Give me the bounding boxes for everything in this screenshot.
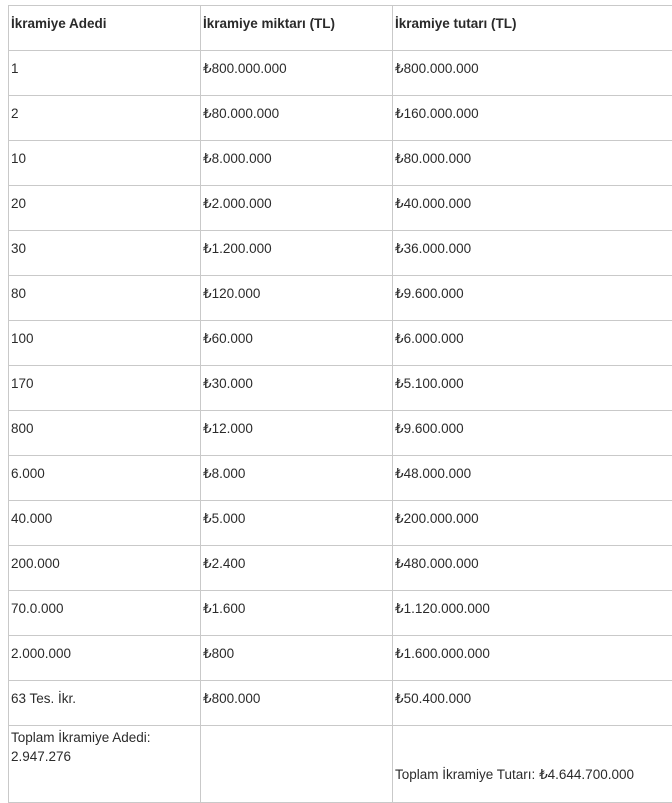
table-row: [9, 546, 672, 591]
table-row: [9, 411, 672, 456]
cell-total: ₺5.100.000: [393, 366, 672, 411]
cell-total: ₺40.000.000: [393, 186, 672, 231]
cell-amount: ₺1.200.000: [201, 231, 393, 276]
cell-amount: ₺8.000: [201, 456, 393, 501]
cell-total: ₺50.400.000: [393, 681, 672, 726]
cell-amount: ₺8.000.000: [201, 141, 393, 186]
cell-amount: ₺30.000: [201, 366, 393, 411]
prize-table: [8, 5, 672, 803]
cell-amount: ₺2.400: [201, 546, 393, 591]
cell-amount: ₺800: [201, 636, 393, 681]
table-row: [9, 636, 672, 681]
cell-amount: ₺800.000.000: [201, 51, 393, 96]
cell-total: ₺48.000.000: [393, 456, 672, 501]
cell-total: ₺800.000.000: [393, 51, 672, 96]
header-prize-amount: İkramiye miktarı (TL): [201, 6, 393, 51]
cell-total: ₺36.000.000: [393, 231, 672, 276]
totals-row: [9, 726, 672, 803]
cell-count: 10: [9, 141, 201, 186]
table-body: [9, 51, 672, 803]
table-row: [9, 186, 672, 231]
cell-total: ₺480.000.000: [393, 546, 672, 591]
cell-amount: ₺800.000: [201, 681, 393, 726]
header-prize-total: İkramiye tutarı (TL): [393, 6, 672, 51]
total-count-value: 2.947.276: [11, 749, 71, 764]
table-row: [9, 51, 672, 96]
total-amount-cell: [393, 726, 672, 803]
cell-amount: ₺2.000.000: [201, 186, 393, 231]
table-row: [9, 366, 672, 411]
cell-count: 170: [9, 366, 201, 411]
cell-count: 800: [9, 411, 201, 456]
total-count-cell: [9, 726, 201, 803]
cell-count: 2: [9, 96, 201, 141]
total-amount-label: Toplam İkramiye Tutarı:: [395, 767, 535, 782]
cell-count: 80: [9, 276, 201, 321]
table-row: [9, 456, 672, 501]
cell-amount: ₺12.000: [201, 411, 393, 456]
table-row: [9, 321, 672, 366]
cell-total: ₺9.600.000: [393, 411, 672, 456]
cell-total: ₺6.000.000: [393, 321, 672, 366]
cell-amount: ₺80.000.000: [201, 96, 393, 141]
header-prize-count: İkramiye Adedi: [9, 6, 201, 51]
table-row: [9, 231, 672, 276]
cell-amount: ₺1.600: [201, 591, 393, 636]
cell-total: ₺1.600.000.000: [393, 636, 672, 681]
cell-total: ₺160.000.000: [393, 96, 672, 141]
cell-total: ₺80.000.000: [393, 141, 672, 186]
table-row: [9, 276, 672, 321]
cell-count: 1: [9, 51, 201, 96]
header-row: [9, 6, 672, 51]
cell-count: 20: [9, 186, 201, 231]
table-row: [9, 591, 672, 636]
cell-count: 70.0.000: [9, 591, 201, 636]
table-row: [9, 141, 672, 186]
cell-count: 40.000: [9, 501, 201, 546]
total-amount-value: ₺4.644.700.000: [539, 767, 634, 782]
cell-amount: ₺60.000: [201, 321, 393, 366]
total-empty-cell: [201, 726, 393, 803]
table-row: [9, 501, 672, 546]
cell-count: 6.000: [9, 456, 201, 501]
cell-count: 63 Tes. İkr.: [9, 681, 201, 726]
table-header: [9, 6, 672, 51]
cell-count: 2.000.000: [9, 636, 201, 681]
cell-total: ₺200.000.000: [393, 501, 672, 546]
cell-count: 30: [9, 231, 201, 276]
cell-count: 100: [9, 321, 201, 366]
cell-count: 200.000: [9, 546, 201, 591]
cell-amount: ₺120.000: [201, 276, 393, 321]
cell-amount: ₺5.000: [201, 501, 393, 546]
table-row: [9, 96, 672, 141]
cell-total: ₺9.600.000: [393, 276, 672, 321]
total-count-label: Toplam İkramiye Adedi:: [11, 730, 151, 745]
cell-total: ₺1.120.000.000: [393, 591, 672, 636]
table-row: [9, 681, 672, 726]
